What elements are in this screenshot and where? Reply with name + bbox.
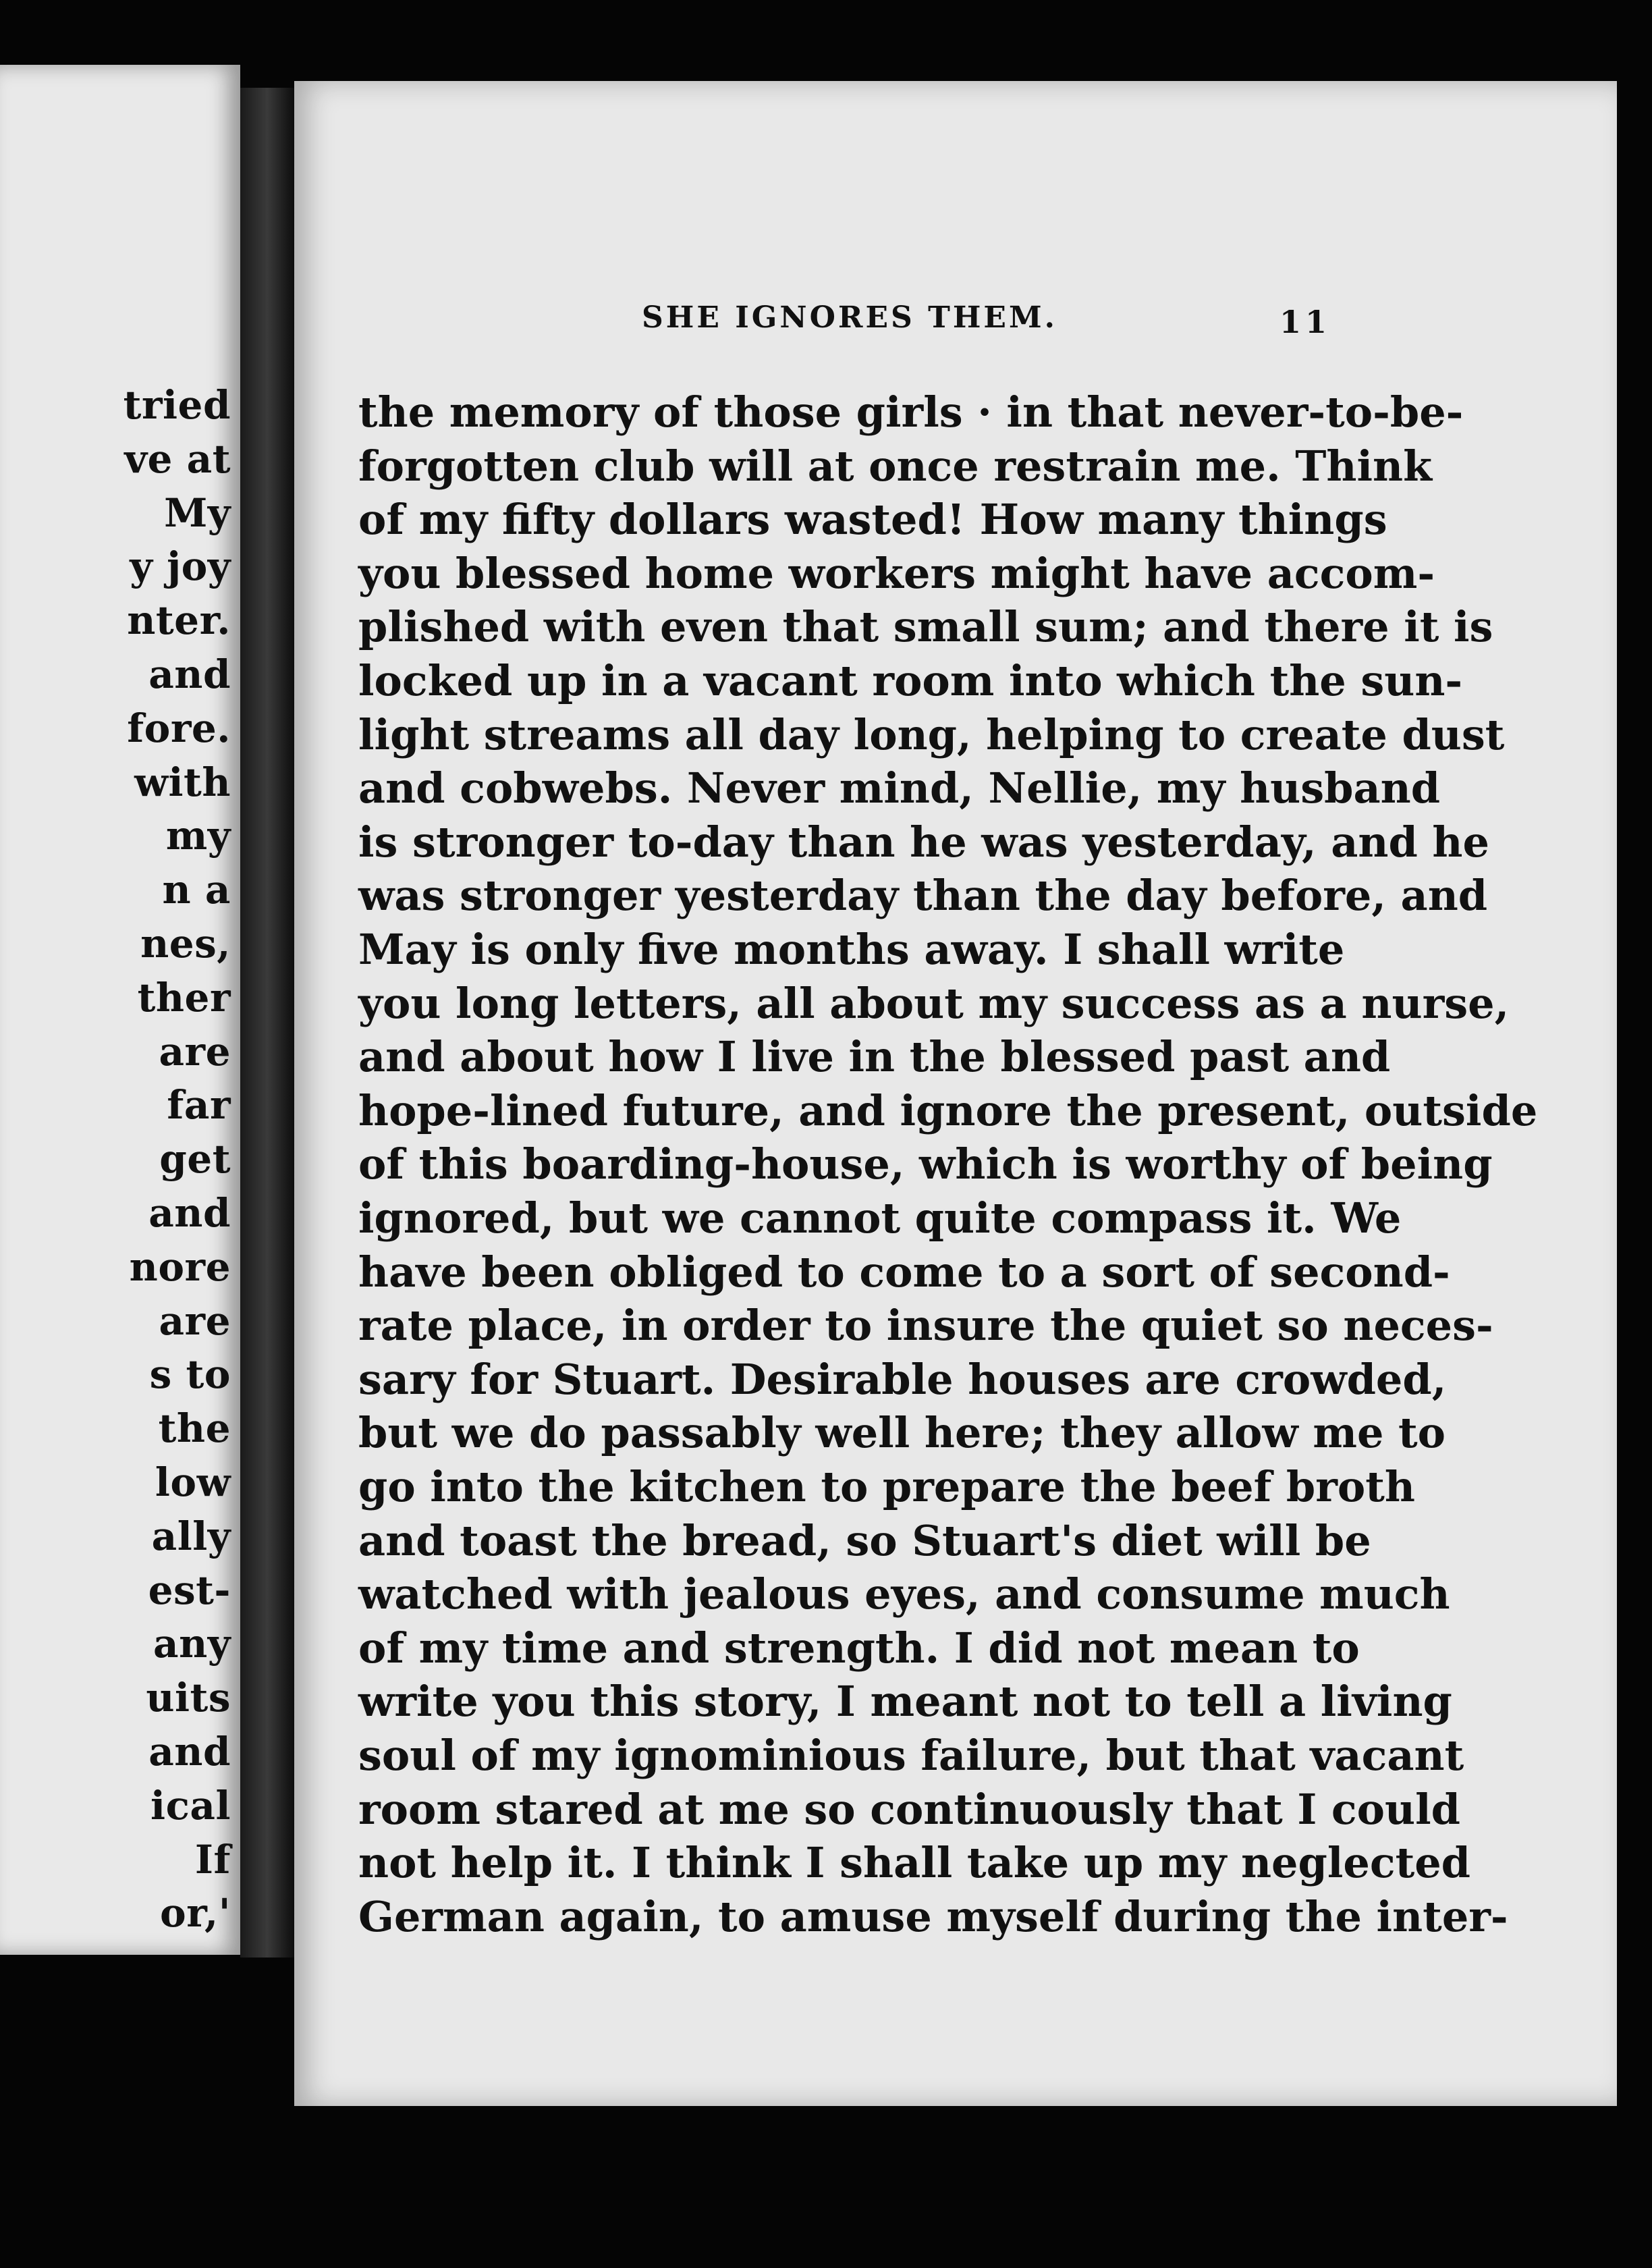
- body-text-line: you long letters, all about my success as a nurse,: [358, 978, 1510, 1028]
- body-text-line: go into the kitchen to prepare the beef broth: [358, 1462, 1415, 1511]
- left-page-line: My: [164, 489, 231, 536]
- body-text-line: and toast the bread, so Stuart's diet will be: [358, 1515, 1371, 1565]
- left-page-line: ally: [151, 1513, 231, 1559]
- left-page-line: ther: [137, 974, 231, 1021]
- body-text-line: have been obliged to come to a sort of second-: [358, 1247, 1450, 1297]
- left-page-line: any: [153, 1621, 231, 1667]
- left-page-line: far: [167, 1082, 231, 1129]
- body-text-line: and cobwebs. Never mind, Nellie, my husband: [358, 763, 1441, 813]
- left-page-line: are: [159, 1028, 231, 1075]
- body-text-line: forgotten club will at once restrain me. Think: [358, 441, 1433, 491]
- left-page-line: s to: [149, 1351, 231, 1398]
- left-page-line: and: [148, 1729, 231, 1775]
- left-page: [0, 65, 240, 1955]
- body-text-line: hope-lined future, and ignore the present, outside: [358, 1085, 1538, 1135]
- book-gutter: [240, 88, 294, 1958]
- body-text-line: of my time and strength. I did not mean to: [358, 1623, 1360, 1673]
- left-page-line: tried: [123, 382, 231, 428]
- running-header: SHE IGNORES THEM.: [642, 300, 1057, 335]
- left-page-line: or,': [160, 1890, 231, 1937]
- body-text-line: the memory of those girls · in that never-to-be-: [358, 387, 1464, 437]
- left-page-line: est-: [148, 1567, 231, 1613]
- body-text-line: of my fifty dollars wasted! How many things: [358, 495, 1387, 545]
- left-page-line: with: [134, 759, 231, 805]
- body-text-line: and about how I live in the blessed past and: [358, 1032, 1391, 1082]
- body-text-line: is stronger to-day than he was yesterday, and he: [358, 817, 1489, 867]
- body-text-line: sary for Stuart. Desirable houses are crowded,: [358, 1354, 1447, 1404]
- left-page-line: y joy: [130, 543, 231, 590]
- body-text-line: rate place, in order to insure the quiet so neces-: [358, 1301, 1493, 1351]
- body-text-line: German again, to amuse myself during the inter-: [358, 1891, 1508, 1941]
- body-text-line: room stared at me so continuously that I could: [358, 1784, 1461, 1834]
- left-page-line: nore: [129, 1243, 231, 1290]
- body-text-line: locked up in a vacant room into which the sun-: [358, 656, 1463, 705]
- left-page-line: uits: [146, 1675, 231, 1721]
- body-text-line: was stronger yesterday than the day before, and: [358, 871, 1488, 921]
- left-page-line: fore.: [127, 705, 231, 751]
- left-page-line: are: [159, 1297, 231, 1344]
- left-page-line: low: [155, 1459, 231, 1505]
- body-text-line: but we do passably well here; they allow me to: [358, 1408, 1446, 1458]
- body-text-line: plished with even that small sum; and there it is: [358, 602, 1493, 652]
- body-text-line: you blessed home workers might have accom-: [358, 548, 1435, 598]
- left-page-line: ve at: [124, 435, 231, 482]
- left-page-line: my: [165, 813, 231, 859]
- body-text-line: watched with jealous eyes, and consume much: [358, 1569, 1450, 1619]
- body-text-line: light streams all day long, helping to create dust: [358, 709, 1505, 759]
- page-number: 11: [1279, 304, 1331, 340]
- left-page-line: nes,: [140, 921, 231, 967]
- right-page: [294, 81, 1617, 2106]
- body-text-line: write you this story, I meant not to tell a living: [358, 1677, 1452, 1727]
- left-page-line: get: [159, 1136, 231, 1183]
- body-text-line: soul of my ignominious failure, but that vacant: [358, 1731, 1464, 1780]
- left-page-line: and: [148, 651, 231, 697]
- body-text-line: not help it. I think I shall take up my neglected: [358, 1838, 1471, 1888]
- body-text-line: of this boarding-house, which is worthy of being: [358, 1139, 1493, 1189]
- left-page-line: the: [158, 1405, 231, 1452]
- body-text-line: May is only five months away. I shall write: [358, 925, 1345, 974]
- left-page-line: n a: [162, 867, 231, 913]
- left-page-line: ical: [150, 1782, 231, 1829]
- left-page-line: If: [194, 1836, 231, 1883]
- left-page-line: and: [148, 1190, 231, 1236]
- body-text-line: ignored, but we cannot quite compass it. We: [358, 1193, 1402, 1243]
- left-page-line: nter.: [127, 597, 231, 644]
